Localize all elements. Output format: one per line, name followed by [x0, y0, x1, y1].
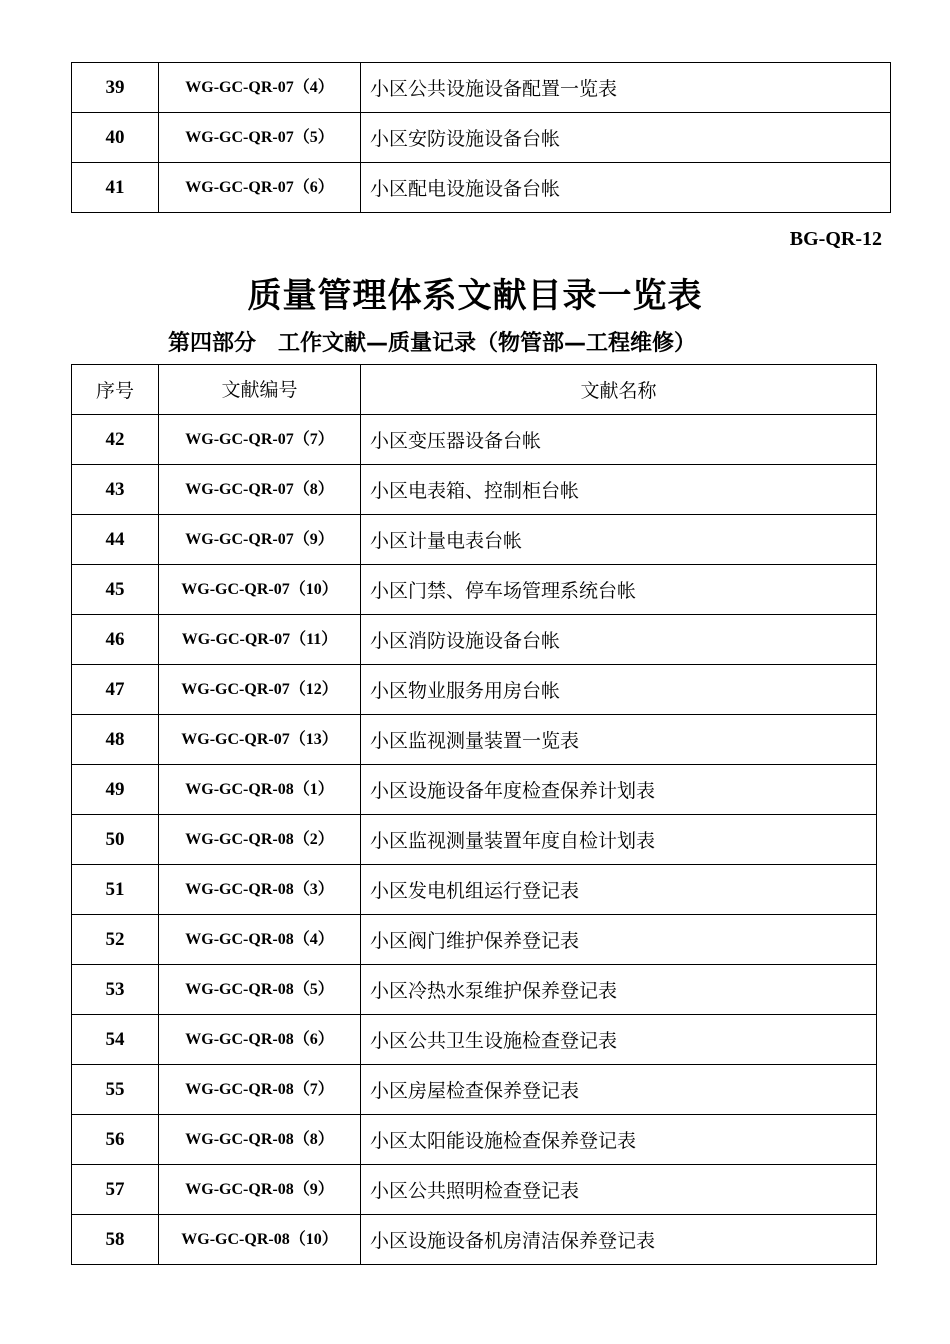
row-name: 小区公共照明检查登记表 — [361, 1165, 877, 1215]
row-code: WG-GC-QR-08（1） — [159, 765, 361, 815]
row-code: WG-GC-QR-08（2） — [159, 815, 361, 865]
row-code: WG-GC-QR-08（6） — [159, 1015, 361, 1065]
table-row — [72, 163, 891, 213]
row-name: 小区监视测量装置年度自检计划表 — [361, 815, 877, 865]
row-name: 小区太阳能设施检查保养登记表 — [361, 1115, 877, 1165]
top-catalog-table — [71, 62, 891, 213]
row-name: 小区冷热水泵维护保养登记表 — [361, 965, 877, 1015]
row-name: 小区设施设备机房清洁保养登记表 — [361, 1215, 877, 1265]
row-number: 51 — [72, 865, 159, 915]
row-number: 50 — [72, 815, 159, 865]
row-name: 小区监视测量装置一览表 — [361, 715, 877, 765]
table-row — [72, 965, 877, 1015]
table-row — [72, 865, 877, 915]
table-row — [72, 515, 877, 565]
header-code: 文献编号 — [159, 365, 361, 415]
row-name: 小区门禁、停车场管理系统台帐 — [361, 565, 877, 615]
row-number: 48 — [72, 715, 159, 765]
row-name: 小区公共卫生设施检查登记表 — [361, 1015, 877, 1065]
table-row — [72, 63, 891, 113]
document-subtitle: 第四部分 工作文献—质量记录（物管部—工程维修） — [168, 331, 697, 356]
row-name: 小区计量电表台帐 — [361, 515, 877, 565]
document-title: 质量管理体系文献目录一览表 — [247, 276, 703, 316]
table-header-row — [72, 365, 877, 415]
row-code: WG-GC-QR-07（7） — [159, 415, 361, 465]
row-number: 45 — [72, 565, 159, 615]
row-number: 57 — [72, 1165, 159, 1215]
row-number: 49 — [72, 765, 159, 815]
table-row — [72, 415, 877, 465]
row-code: WG-GC-QR-08（8） — [159, 1115, 361, 1165]
row-name: 小区房屋检查保养登记表 — [361, 1065, 877, 1115]
table-row — [72, 1165, 877, 1215]
table-row — [72, 615, 877, 665]
row-code: WG-GC-QR-07（9） — [159, 515, 361, 565]
row-number: 55 — [72, 1065, 159, 1115]
row-code: WG-GC-QR-07（8） — [159, 465, 361, 515]
row-code: WG-GC-QR-08（10） — [159, 1215, 361, 1265]
row-code: WG-GC-QR-08（7） — [159, 1065, 361, 1115]
table-row — [72, 815, 877, 865]
row-number: 53 — [72, 965, 159, 1015]
row-name: 小区安防设施设备台帐 — [361, 113, 891, 163]
table-row — [72, 765, 877, 815]
row-code: WG-GC-QR-07（5） — [159, 113, 361, 163]
row-number: 46 — [72, 615, 159, 665]
row-name: 小区配电设施设备台帐 — [361, 163, 891, 213]
table-row — [72, 465, 877, 515]
row-name: 小区设施设备年度检查保养计划表 — [361, 765, 877, 815]
row-number: 54 — [72, 1015, 159, 1065]
form-code: BG-QR-12 — [789, 228, 882, 250]
table-row — [72, 1215, 877, 1265]
row-code: WG-GC-QR-08（4） — [159, 915, 361, 965]
row-code: WG-GC-QR-07（6） — [159, 163, 361, 213]
table-row — [72, 715, 877, 765]
main-table-body — [72, 415, 877, 1265]
table-row — [72, 1065, 877, 1115]
table-row — [72, 1015, 877, 1065]
table-row — [72, 915, 877, 965]
row-number: 44 — [72, 515, 159, 565]
top-table-body — [72, 63, 891, 213]
row-name: 小区发电机组运行登记表 — [361, 865, 877, 915]
row-code: WG-GC-QR-07（13） — [159, 715, 361, 765]
row-number: 43 — [72, 465, 159, 515]
row-name: 小区物业服务用房台帐 — [361, 665, 877, 715]
row-number: 52 — [72, 915, 159, 965]
table-row — [72, 565, 877, 615]
row-number: 58 — [72, 1215, 159, 1265]
row-name: 小区变压器设备台帐 — [361, 415, 877, 465]
header-name: 文献名称 — [361, 365, 877, 415]
row-number: 39 — [72, 63, 159, 113]
row-name: 小区消防设施设备台帐 — [361, 615, 877, 665]
row-code: WG-GC-QR-08（3） — [159, 865, 361, 915]
header-no: 序号 — [72, 365, 159, 415]
row-code: WG-GC-QR-07（11） — [159, 615, 361, 665]
row-number: 56 — [72, 1115, 159, 1165]
table-row — [72, 1115, 877, 1165]
row-code: WG-GC-QR-07（4） — [159, 63, 361, 113]
row-code: WG-GC-QR-08（5） — [159, 965, 361, 1015]
row-name: 小区公共设施设备配置一览表 — [361, 63, 891, 113]
row-number: 42 — [72, 415, 159, 465]
row-code: WG-GC-QR-07（12） — [159, 665, 361, 715]
row-code: WG-GC-QR-07（10） — [159, 565, 361, 615]
row-name: 小区阀门维护保养登记表 — [361, 915, 877, 965]
row-number: 41 — [72, 163, 159, 213]
row-number: 40 — [72, 113, 159, 163]
row-name: 小区电表箱、控制柜台帐 — [361, 465, 877, 515]
table-row — [72, 113, 891, 163]
table-row — [72, 665, 877, 715]
main-catalog-table — [71, 364, 877, 1265]
row-code: WG-GC-QR-08（9） — [159, 1165, 361, 1215]
row-number: 47 — [72, 665, 159, 715]
